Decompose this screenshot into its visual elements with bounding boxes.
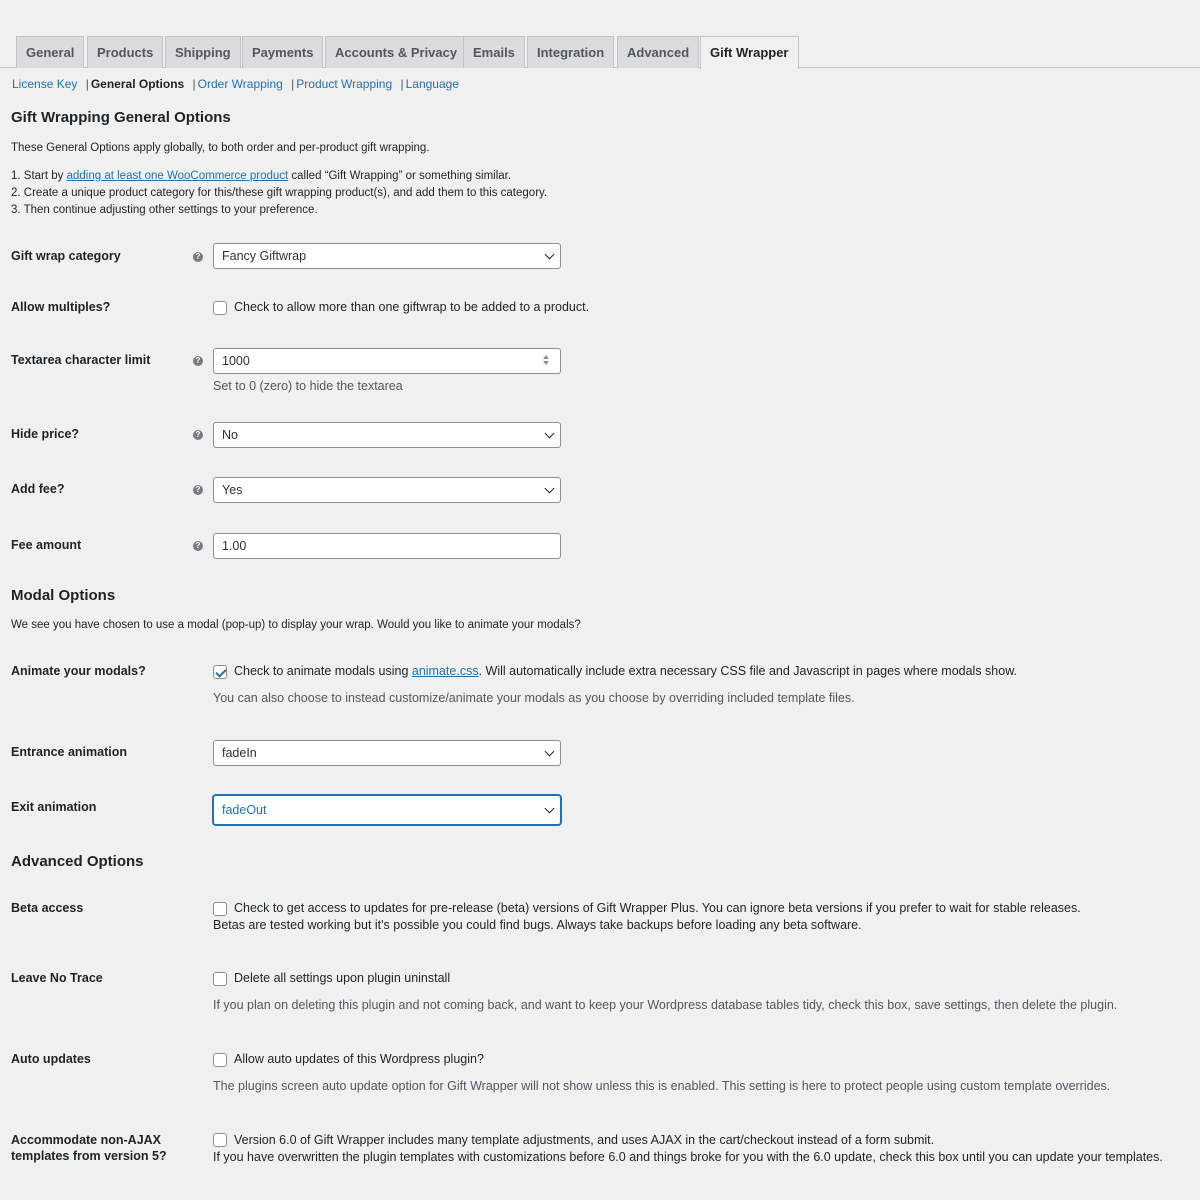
auto-updates-label: Auto updates [11, 1052, 91, 1066]
beta-access-label: Beta access [11, 901, 84, 915]
hide-price-label: Hide price? [11, 427, 80, 441]
chevron-down-icon [545, 250, 555, 260]
step-1 [11, 170, 511, 182]
exit-animation-value: fadeOut [222, 803, 267, 817]
step-2: 2. Create a unique product category for this/these gift wrapping product(s), and add them to this category. [11, 187, 548, 199]
chevron-down-icon [545, 804, 555, 814]
tab-integration[interactable]: Integration [527, 36, 614, 68]
general-intro: These General Options apply globally, to both order and per-product gift wrapping. [11, 142, 430, 154]
leave-no-trace-label: Leave No Trace [11, 971, 103, 985]
number-spinner-icon[interactable] [540, 353, 552, 369]
chevron-down-icon [545, 484, 555, 494]
animate-modals-text [234, 664, 1017, 678]
fee-amount-value: 1.00 [222, 539, 247, 553]
tab-shipping[interactable]: Shipping [165, 36, 241, 68]
subnav-language[interactable]: Language [405, 77, 459, 91]
modal-options-heading: Modal Options [11, 587, 116, 604]
beta-access-text: Check to get access to updates for pre-release (beta) versions of Gift Wrapper Plus. You can ignore beta versions if you prefer to wait for stable releases. [234, 901, 1081, 915]
animate-css-link[interactable]: animate.css [411, 664, 479, 678]
add-fee-select[interactable] [213, 477, 561, 503]
subnav-order-wrapping[interactable]: Order Wrapping [197, 77, 283, 91]
textarea-limit-input[interactable] [213, 348, 561, 374]
tab-advanced[interactable]: Advanced [617, 36, 699, 68]
advanced-options-heading: Advanced Options [11, 853, 144, 870]
animate-modals-prefix: Check to animate modals using [234, 664, 412, 678]
non-ajax-label-line-1: Accommodate non-AJAX [11, 1133, 162, 1147]
chevron-down-icon [545, 747, 555, 757]
beta-access-checkbox[interactable] [213, 902, 227, 916]
textarea-limit-label: Textarea character limit [11, 353, 151, 367]
hide-price-value: No [222, 428, 238, 442]
add-product-link[interactable]: adding at least one WooCommerce product [66, 170, 289, 182]
subnav-separator: | [291, 77, 295, 91]
tab-emails[interactable]: Emails [463, 36, 525, 68]
exit-animation-select[interactable] [213, 795, 561, 825]
leave-no-trace-description: If you plan on deleting this plugin and not coming back, and want to keep your Wordpress database tables tidy, check this box, save settings, then delete the plugin. [213, 998, 1118, 1012]
textarea-limit-description: Set to 0 (zero) to hide the textarea [213, 379, 403, 393]
help-icon[interactable]: ? [193, 430, 203, 440]
step-3: 3. Then continue adjusting other settings to your preference. [11, 204, 318, 216]
animate-modals-label: Animate your modals? [11, 664, 146, 678]
settings-tabs [0, 36, 1200, 68]
non-ajax-label-line-2: templates from version 5? [11, 1149, 167, 1163]
help-icon[interactable]: ? [193, 485, 203, 495]
leave-no-trace-checkbox[interactable] [213, 972, 227, 986]
auto-updates-description: The plugins screen auto update option for Gift Wrapper will not show unless this is enabled. This setting is here to protect people using custom template overrides. [213, 1079, 1111, 1093]
fee-amount-input[interactable] [213, 533, 561, 559]
leave-no-trace-text: Delete all settings upon plugin uninstall [234, 971, 451, 985]
auto-updates-checkbox[interactable] [213, 1053, 227, 1067]
tab-accounts-privacy[interactable]: Accounts & Privacy [325, 36, 467, 68]
add-fee-value: Yes [222, 483, 243, 497]
non-ajax-checkbox[interactable] [213, 1133, 227, 1147]
subnav-separator: | [400, 77, 404, 91]
add-fee-label: Add fee? [11, 482, 65, 496]
help-icon[interactable]: ? [193, 541, 203, 551]
gift-wrap-category-label: Gift wrap category [11, 249, 121, 263]
animate-modals-checkbox[interactable] [213, 665, 227, 679]
sub-navigation [12, 77, 459, 91]
subnav-general-options[interactable]: General Options [90, 77, 185, 91]
subnav-separator: | [85, 77, 89, 91]
non-ajax-text: Version 6.0 of Gift Wrapper includes many template adjustments, and uses AJAX in the cart/checkout instead of a form submit. [234, 1133, 935, 1147]
allow-multiples-checkbox[interactable] [213, 301, 227, 315]
entrance-animation-value: fadeIn [222, 746, 257, 760]
allow-multiples-text: Check to allow more than one giftwrap to be added to a product. [234, 300, 590, 314]
subnav-separator: | [192, 77, 196, 91]
modal-intro: We see you have chosen to use a modal (pop-up) to display your wrap. Would you like to animate your modals? [11, 619, 581, 631]
subnav-license-key[interactable]: License Key [12, 77, 78, 91]
allow-multiples-label: Allow multiples? [11, 300, 111, 314]
animate-modals-suffix: . Will automatically include extra necessary CSS file and Javascript in pages where modals show. [478, 664, 1018, 678]
gift-wrap-category-value: Fancy Giftwrap [222, 249, 307, 263]
textarea-limit-value: 1000 [222, 354, 250, 368]
tab-products[interactable]: Products [87, 36, 163, 68]
tab-payments[interactable]: Payments [242, 36, 323, 68]
subnav-product-wrapping[interactable]: Product Wrapping [296, 77, 393, 91]
entrance-animation-label: Entrance animation [11, 745, 127, 759]
step-1-suffix: called “Gift Wrapping” or something similar. [288, 170, 512, 182]
exit-animation-label: Exit animation [11, 800, 97, 814]
non-ajax-description: If you have overwritten the plugin templates with customizations before 6.0 and things broke for you with the 6.0 update, check this box until you can update your templates. [213, 1150, 1163, 1164]
hide-price-select[interactable] [213, 422, 561, 448]
general-options-heading: Gift Wrapping General Options [11, 109, 231, 126]
tab-gift-wrapper[interactable]: Gift Wrapper [700, 36, 799, 69]
beta-access-description: Betas are tested working but it's possible you could find bugs. Always take backups before loading any beta software. [213, 918, 862, 932]
entrance-animation-select[interactable] [213, 740, 561, 766]
tab-general[interactable]: General [16, 36, 84, 68]
step-1-prefix: 1. Start by [11, 170, 67, 182]
chevron-down-icon [545, 429, 555, 439]
help-icon[interactable]: ? [193, 356, 203, 366]
fee-amount-label: Fee amount [11, 538, 82, 552]
gift-wrap-category-select[interactable] [213, 243, 561, 269]
animate-modals-description: You can also choose to instead customize/animate your modals as you choose by overriding included template files. [213, 691, 855, 705]
auto-updates-text: Allow auto updates of this Wordpress plugin? [234, 1052, 484, 1066]
help-icon[interactable]: ? [193, 252, 203, 262]
